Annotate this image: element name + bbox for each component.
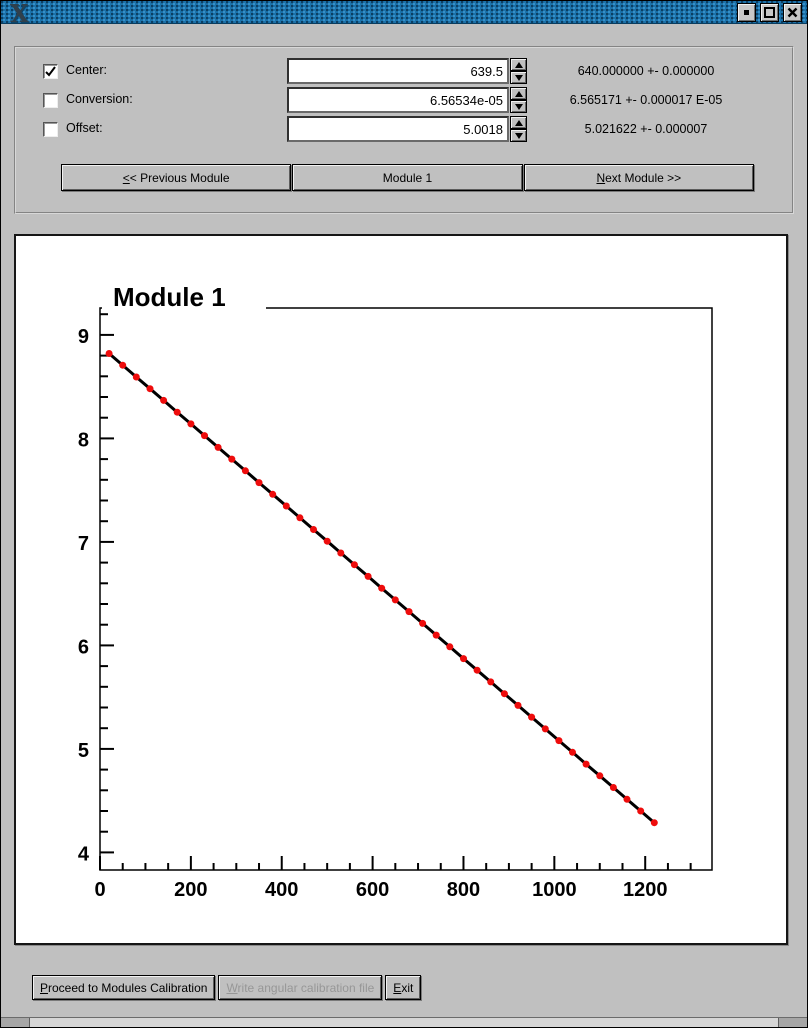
resize-grip-left[interactable] (1, 1018, 30, 1027)
svg-text:Module 1: Module 1 (113, 282, 226, 312)
window-controls (737, 3, 802, 22)
maximize-icon (764, 7, 775, 18)
svg-text:600: 600 (355, 879, 390, 901)
proceed-to-modules-calibration-button[interactable]: Proceed to Modules Calibration (32, 975, 215, 1000)
center-label: Center: (66, 63, 107, 77)
offset-fit-result: 5.021622 +- 0.000007 (584, 122, 708, 136)
previous-module-button[interactable]: << Previous Module (61, 164, 291, 191)
exit-button[interactable]: Exit (385, 975, 421, 1000)
arrow-up-icon (515, 91, 523, 97)
svg-text:9: 9 (77, 325, 89, 348)
center-spinbox (287, 58, 527, 84)
svg-text:400: 400 (265, 879, 299, 901)
conversion-spin-down-button[interactable] (510, 100, 527, 113)
svg-text:1200: 1200 (622, 879, 668, 901)
maximize-button[interactable] (760, 3, 779, 22)
arrow-down-icon (515, 104, 523, 110)
offset-spin-down-button[interactable] (510, 129, 527, 142)
window-resize-bar[interactable] (1, 1017, 807, 1027)
conversion-spin-up-button[interactable] (510, 87, 527, 100)
calibration-plot (16, 236, 784, 941)
offset-input[interactable] (287, 116, 509, 142)
offset-spinbox (287, 116, 527, 142)
close-icon (787, 7, 798, 18)
conversion-spinbox (287, 87, 527, 113)
svg-text:5: 5 (77, 739, 89, 762)
x11-logo-icon[interactable]: X (10, 0, 29, 28)
center-checkbox[interactable] (43, 64, 58, 79)
center-spin-up-button[interactable] (510, 58, 527, 71)
calibration-controls-panel (14, 46, 794, 214)
conversion-fit-result: 6.565171 +- 0.000017 E-05 (569, 93, 723, 107)
arrow-down-icon (515, 133, 523, 139)
center-row (16, 58, 792, 84)
svg-text:4: 4 (77, 843, 89, 866)
conversion-row (16, 87, 792, 113)
offset-checkbox[interactable] (43, 122, 58, 137)
conversion-input[interactable] (287, 87, 509, 113)
conversion-checkbox[interactable] (43, 93, 58, 108)
offset-label: Offset: (66, 121, 103, 135)
arrow-down-icon (515, 75, 523, 81)
next-module-button[interactable]: Next Module >> (524, 164, 754, 191)
arrow-up-icon (515, 120, 523, 126)
offset-row (16, 116, 792, 142)
svg-text:800: 800 (446, 879, 481, 901)
close-button[interactable] (783, 3, 802, 22)
current-module-label: Module 1 (292, 164, 522, 191)
minimize-button[interactable] (737, 3, 756, 22)
svg-text:7: 7 (77, 532, 89, 555)
conversion-label: Conversion: (66, 92, 133, 106)
offset-spin-up-button[interactable] (510, 116, 527, 129)
module-nav (61, 164, 754, 191)
svg-text:0: 0 (94, 879, 106, 901)
footer-actions (32, 975, 421, 1000)
svg-text:1000: 1000 (532, 879, 577, 901)
checkmark-icon (44, 65, 57, 78)
minimize-icon (742, 8, 751, 17)
center-input[interactable] (287, 58, 509, 84)
center-fit-result: 640.000000 +- 0.000000 (577, 64, 715, 78)
resize-grip-right[interactable] (778, 1018, 807, 1027)
svg-text:8: 8 (77, 429, 89, 452)
plot-panel (14, 234, 788, 945)
svg-text:6: 6 (77, 636, 89, 659)
arrow-up-icon (515, 62, 523, 68)
svg-text:200: 200 (174, 879, 208, 901)
window-titlebar[interactable] (1, 0, 807, 28)
write-angular-calibration-file-button[interactable]: Write angular calibration file (218, 975, 382, 1000)
center-spin-down-button[interactable] (510, 71, 527, 84)
